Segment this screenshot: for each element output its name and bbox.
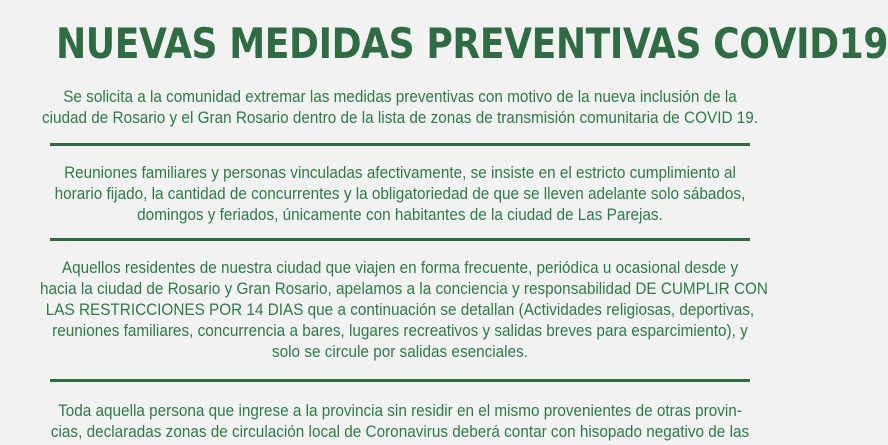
paragraph-line: reuniones familiares, concurrencia a bares, lugares recreativos y salidas breves para esparcimiento), y <box>52 321 748 340</box>
paragraph-line: horario fijado, la cantidad de concurrentes y la obligatoriedad de que se lleven adelante solo sábados, <box>54 184 746 203</box>
paragraph-line: Toda aquella persona que ingrese a la provincia sin residir en el mismo provenientes de otras provin- <box>58 401 742 420</box>
divider <box>50 379 750 382</box>
paragraph-line: ciudad de Rosario y el Gran Rosario dentro de la lista de zonas de transmisión comunitaria de COVID 19. <box>41 108 759 127</box>
paragraph-line: Reuniones familiares y personas vinculadas afectivamente, se insiste en el estricto cumplimiento al <box>64 163 736 182</box>
paragraph-line: cias, declaradas zonas de circulación local de Coronavirus deberá contar con hisopado negativo de las <box>50 422 750 441</box>
paragraph-line: LAS RESTRICCIONES POR 14 DIAS que a continuación se detallan (Actividades religiosas, deportivas, <box>45 300 755 319</box>
paragraph-line: domingos y feriados, únicamente con habitantes de la ciudad de Las Parejas. <box>137 205 663 224</box>
divider <box>50 143 750 146</box>
divider <box>50 238 750 241</box>
paragraph-province-entry <box>0 400 800 442</box>
page-title: NUEVAS MEDIDAS PREVENTIVAS COVID19 <box>56 19 888 68</box>
paragraph-line: hacia la ciudad de Rosario y Gran Rosario, apelamos a la conciencia y responsabilidad DE CUMPLIR CON <box>40 279 768 298</box>
paragraph-travel-restrictions <box>0 257 800 362</box>
paragraph-family-gatherings <box>0 162 800 225</box>
paragraph-line: Se solicita a la comunidad extremar las medidas preventivas con motivo de la nueva inclusión de la <box>63 87 737 106</box>
paragraph-line: solo se circule por salidas esenciales. <box>272 342 528 361</box>
paragraph-community-measures <box>0 86 800 128</box>
paragraph-line: Aquellos residentes de nuestra ciudad que viajen en forma frecuente, periódica u ocasional desde y <box>61 258 739 277</box>
